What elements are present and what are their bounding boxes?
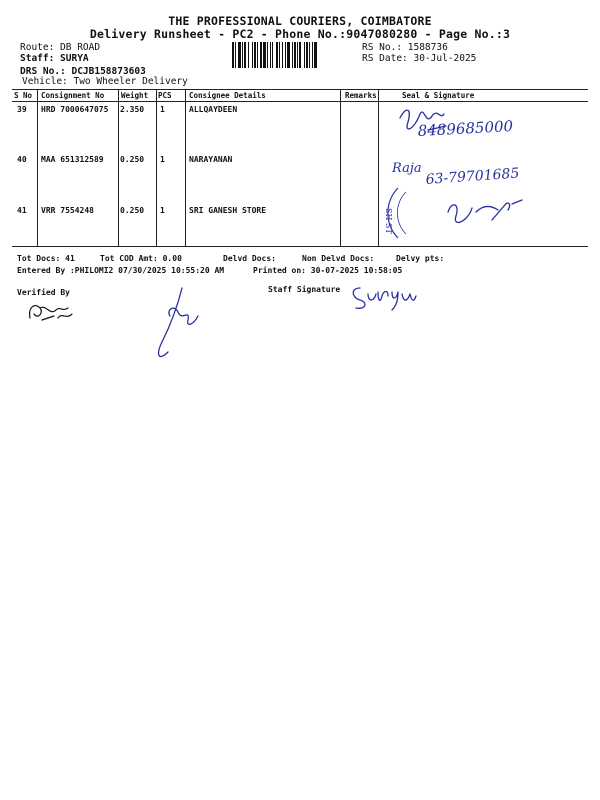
barcode-bar (309, 42, 310, 68)
barcode-bar (260, 42, 262, 68)
barcode-bar (282, 42, 283, 68)
printed-on: Printed on: 30-07-2025 10:58:05 (253, 266, 403, 275)
row-consignee: ALLQAYDEEN (189, 105, 238, 114)
row3-signature-mark (448, 200, 522, 222)
row-consignee: SRI GANESH STORE (189, 206, 267, 215)
col-header-pcs: PCS (158, 91, 172, 100)
row-pcs: 1 (160, 206, 165, 215)
barcode-bar (235, 42, 236, 68)
col-divider (185, 89, 186, 246)
barcode-bar (244, 42, 246, 68)
barcode-bar (312, 42, 313, 68)
staff-label: Staff: SURYA (20, 53, 89, 64)
route-label: Route: DB ROAD (20, 42, 101, 53)
total-cod-amount: Tot COD Amt: 0.00 (100, 254, 182, 263)
barcode-bar (297, 42, 298, 68)
vehicle-label: Vehicle: Two Wheeler Delivery (22, 76, 188, 87)
verified-by-label: Verified By (17, 288, 70, 297)
staff-signature (346, 278, 426, 312)
company-title: THE PROFESSIONAL COURIERS, COIMBATORE (168, 14, 432, 28)
handwritten-receipts (380, 100, 580, 240)
staff-signature-label: Staff Signature (268, 285, 341, 294)
barcode-bar (232, 42, 234, 68)
row-consignee: NARAYANAN (189, 155, 233, 164)
row-sno: 39 (17, 105, 27, 114)
col-header-consignment: Consignment No (41, 91, 105, 100)
barcode-bar (257, 42, 258, 68)
barcode-bar (304, 42, 305, 68)
col-header-weight: Weight (121, 91, 149, 100)
col-divider (378, 89, 379, 246)
drs-number: DRS No.: DCJB158873603 (20, 66, 146, 77)
rs-date: RS Date: 30-Jul-2025 (362, 53, 477, 64)
barcode-bar (238, 42, 241, 68)
verifier-signature (20, 294, 80, 328)
non-delivered-docs: Non Delvd Docs: (302, 254, 375, 263)
barcode-bar (314, 42, 317, 68)
col-header-remarks: Remarks (345, 91, 377, 100)
barcode-bar (276, 42, 278, 68)
barcode-bar (292, 42, 293, 68)
entered-by: Entered By :PHILOMI2 07/30/2025 10:55:20 AM (17, 266, 225, 275)
delivery-points: Delvy pts: (396, 254, 445, 263)
barcode-image (232, 42, 356, 68)
barcode-bar (285, 42, 286, 68)
col-header-consignee: Consignee Details (189, 91, 266, 100)
row-weight: 2.350 (120, 105, 145, 114)
row-consignment: MAA 651312589 (41, 155, 104, 164)
rs-number: RS No.: 1588736 (362, 42, 448, 53)
runsheet-subtitle: Delivery Runsheet - PC2 - Phone No.:9047080280 - Page No.:3 (89, 27, 511, 41)
row-consignment: VRR 7554248 (41, 206, 94, 215)
barcode-bar (279, 42, 280, 68)
delivered-docs: Delvd Docs: (223, 254, 276, 263)
col-divider (37, 89, 38, 246)
barcode-bar (306, 42, 308, 68)
row-pcs: 1 (160, 155, 165, 164)
row-weight: 0.250 (120, 206, 145, 215)
col-header-sno: S No (14, 91, 33, 100)
col-divider (156, 89, 157, 246)
barcode-bar (248, 42, 249, 68)
col-divider (340, 89, 341, 246)
total-docs: Tot Docs: 41 (17, 254, 75, 263)
row-sno: 41 (17, 206, 27, 215)
barcode-bar (263, 42, 266, 68)
row1-phone: 8489685000 (417, 117, 514, 140)
barcode-bar (254, 42, 256, 68)
barcode-bar (299, 42, 301, 68)
stamp-text: SH ST (384, 208, 393, 234)
barcode-bar (287, 42, 290, 68)
row2-phone: 63-79701685 (425, 165, 520, 188)
barcode-bar (270, 42, 271, 68)
supervisor-signature (148, 282, 208, 364)
row-weight: 0.250 (120, 155, 145, 164)
row-consignment: HRD 7000647075 (41, 105, 109, 114)
barcode-bar (272, 42, 273, 68)
row2-name: Raja (392, 161, 422, 176)
barcode-bar (242, 42, 243, 68)
barcode-bar (252, 42, 253, 68)
col-header-seal-signature: Seal & Signature (402, 91, 475, 100)
barcode-bar (294, 42, 296, 68)
table-bottom-rule (12, 246, 588, 247)
barcode-bar (267, 42, 268, 68)
row-sno: 40 (17, 155, 27, 164)
row-pcs: 1 (160, 105, 165, 114)
table-top-rule (12, 89, 588, 90)
col-divider (118, 89, 119, 246)
